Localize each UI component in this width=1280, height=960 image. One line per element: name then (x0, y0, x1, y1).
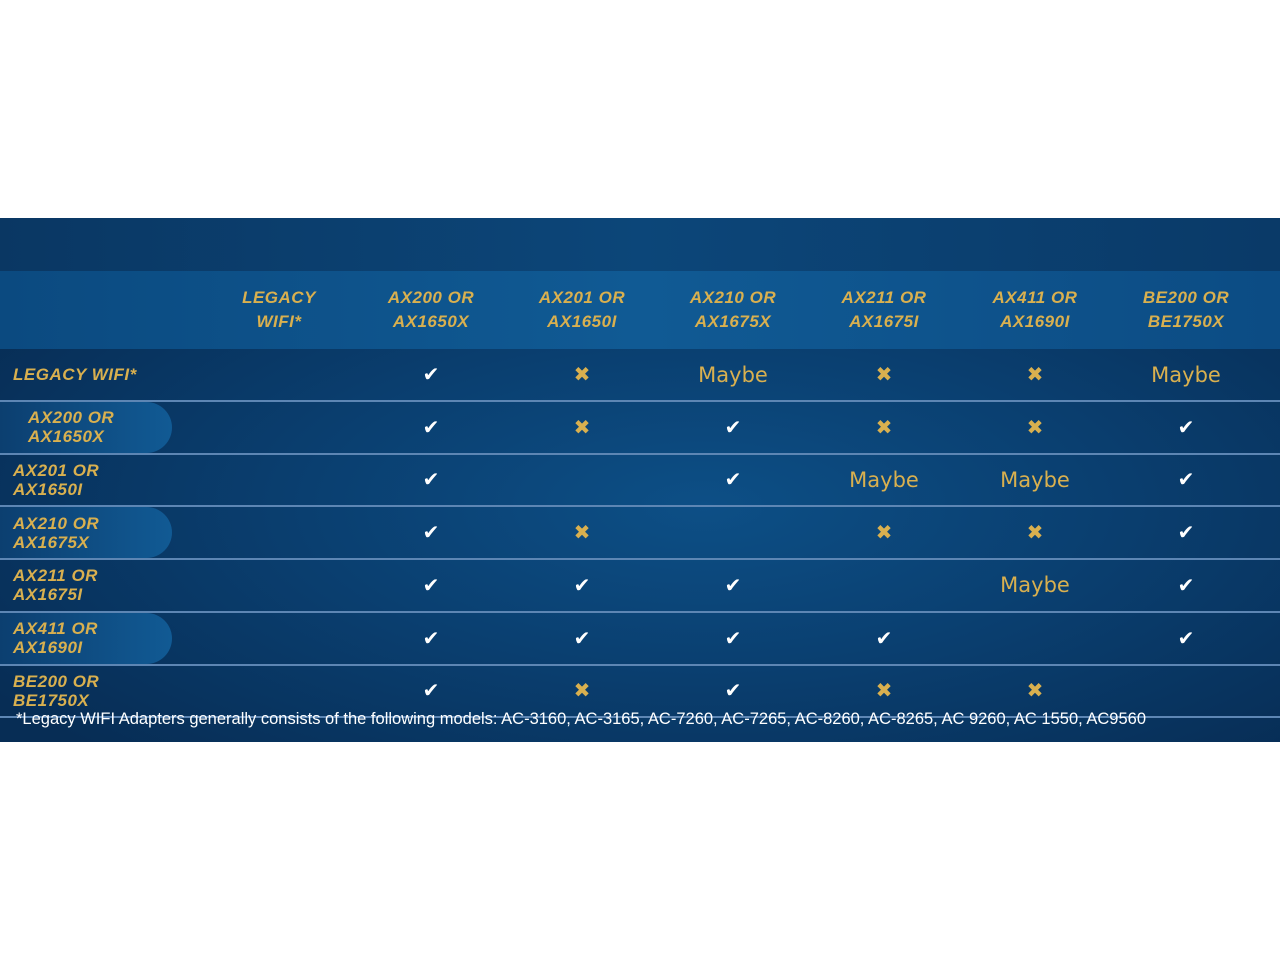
table-cell (1116, 560, 1256, 611)
table-cell (1116, 507, 1256, 558)
row-header (0, 349, 200, 400)
table-cell (965, 507, 1105, 558)
row-header (0, 613, 172, 664)
check-icon: ✔ (1177, 469, 1195, 492)
cross-icon: ✖ (1026, 680, 1044, 703)
check-icon: ✔ (422, 522, 440, 545)
row-header-line: AX411 OR (13, 619, 98, 638)
maybe-label: Maybe (849, 467, 919, 492)
table-cell (663, 507, 803, 558)
cross-icon: ✖ (875, 364, 893, 386)
table-cell (512, 613, 652, 664)
table-cell (663, 665, 803, 716)
table-row (0, 560, 1280, 613)
column-header: LEGACY WIFI* (242, 288, 316, 331)
cross-icon: ✖ (875, 522, 893, 545)
maybe-label: Maybe (1000, 573, 1070, 598)
column-header: AX201 OR AX1650I (538, 288, 626, 331)
row-header-line: BE1750X (13, 690, 90, 710)
table-cell (814, 402, 954, 453)
check-icon: ✔ (724, 469, 742, 492)
check-icon: ✔ (724, 680, 742, 703)
table-row (0, 507, 1280, 560)
cross-icon: ✖ (573, 522, 591, 545)
row-header-line: LEGACY WIFI* (13, 365, 137, 384)
table-cell (663, 402, 803, 453)
table-cell (361, 613, 501, 664)
row-header-line: BE200 OR (13, 671, 100, 691)
table-row (0, 402, 1280, 455)
row-header-line: AX210 OR (13, 513, 100, 533)
row-header-line: AX1690I (13, 638, 83, 657)
column-header: AX210 OR AX1675X (689, 288, 777, 331)
row-header (0, 665, 200, 716)
table-cell (663, 560, 803, 611)
column-header-row (0, 271, 1280, 349)
cross-icon: ✖ (573, 680, 591, 703)
check-icon: ✔ (1177, 522, 1195, 545)
table-row (0, 349, 1280, 402)
check-icon: ✔ (1177, 574, 1195, 597)
table-cell (361, 454, 501, 505)
row-header-line: AX1650X (28, 427, 105, 447)
check-icon: ✔ (573, 627, 591, 650)
table-cell (663, 349, 803, 400)
cross-icon: ✖ (1026, 522, 1044, 545)
check-icon: ✔ (422, 416, 440, 439)
chart-top-band (0, 218, 1280, 271)
table-cell (1116, 402, 1256, 453)
check-icon: ✔ (422, 469, 440, 492)
cross-icon: ✖ (875, 416, 893, 439)
maybe-label: Maybe (1000, 467, 1070, 492)
column-header: BE200 OR BE1750X (1142, 288, 1230, 331)
table-cell (814, 349, 954, 400)
table-row (0, 454, 1280, 507)
table-cell (361, 402, 501, 453)
check-icon: ✔ (422, 680, 440, 703)
row-header (0, 402, 172, 453)
table-cell (965, 402, 1105, 453)
table-cell (965, 454, 1105, 505)
table-cell (361, 560, 501, 611)
table-cell (814, 665, 954, 716)
check-icon: ✔ (1177, 627, 1195, 650)
check-icon: ✔ (422, 627, 440, 650)
cross-icon: ✖ (573, 364, 591, 386)
legacy-footnote: *Legacy WIFI Adapters generally consists of the following models: AC-3160, AC-3165, AC-7260, AC-7265, AC-8260, AC-8265, AC 9260, AC 1550, AC9560 (16, 710, 1147, 728)
row-header-line: AX1675X (13, 532, 90, 552)
row-header-line: AX201 OR (13, 460, 100, 480)
table-cell (512, 507, 652, 558)
table-cell (663, 454, 803, 505)
table-cell (512, 402, 652, 453)
table-cell (512, 454, 652, 505)
table-cell (814, 454, 954, 505)
compatibility-chart (0, 218, 1280, 742)
maybe-label: Maybe (698, 362, 768, 387)
check-icon: ✔ (1177, 416, 1195, 439)
table-cell (814, 507, 954, 558)
row-header (0, 560, 200, 611)
table-cell (512, 349, 652, 400)
check-icon: ✔ (875, 627, 893, 650)
cross-icon: ✖ (1026, 364, 1044, 386)
table-cell (965, 613, 1105, 664)
row-header-line: AX211 OR (13, 566, 98, 586)
table-cell (361, 665, 501, 716)
row-header-line: AX1650I (13, 479, 83, 499)
table-cell (814, 560, 954, 611)
column-header: AX211 OR AX1675I (841, 288, 927, 331)
column-header: AX411 OR AX1690I (992, 288, 1078, 331)
table-cell (965, 560, 1105, 611)
table-cell (1116, 454, 1256, 505)
cross-icon: ✖ (1026, 416, 1044, 439)
row-header (0, 454, 200, 505)
check-icon: ✔ (724, 627, 742, 650)
table-cell (361, 349, 501, 400)
check-icon: ✔ (422, 574, 440, 597)
cross-icon: ✖ (573, 416, 591, 439)
table-cell (1116, 349, 1256, 400)
check-icon: ✔ (724, 574, 742, 597)
table-cell (663, 613, 803, 664)
table-cell (965, 665, 1105, 716)
table-cell (512, 665, 652, 716)
row-header (0, 507, 172, 558)
table-cell (1116, 665, 1256, 716)
table-cell (1116, 613, 1256, 664)
check-icon: ✔ (573, 574, 591, 597)
check-icon: ✔ (724, 416, 742, 439)
column-header: AX200 OR AX1650X (387, 288, 475, 331)
table-row (0, 613, 1280, 666)
table-cell (361, 507, 501, 558)
cross-icon: ✖ (875, 680, 893, 703)
row-header-line: AX1675I (13, 585, 83, 605)
row-header-line: AX200 OR (28, 408, 115, 428)
table-cell (814, 613, 954, 664)
maybe-label: Maybe (1151, 362, 1221, 387)
table-cell (965, 349, 1105, 400)
table-cell (512, 560, 652, 611)
check-icon: ✔ (422, 364, 440, 386)
